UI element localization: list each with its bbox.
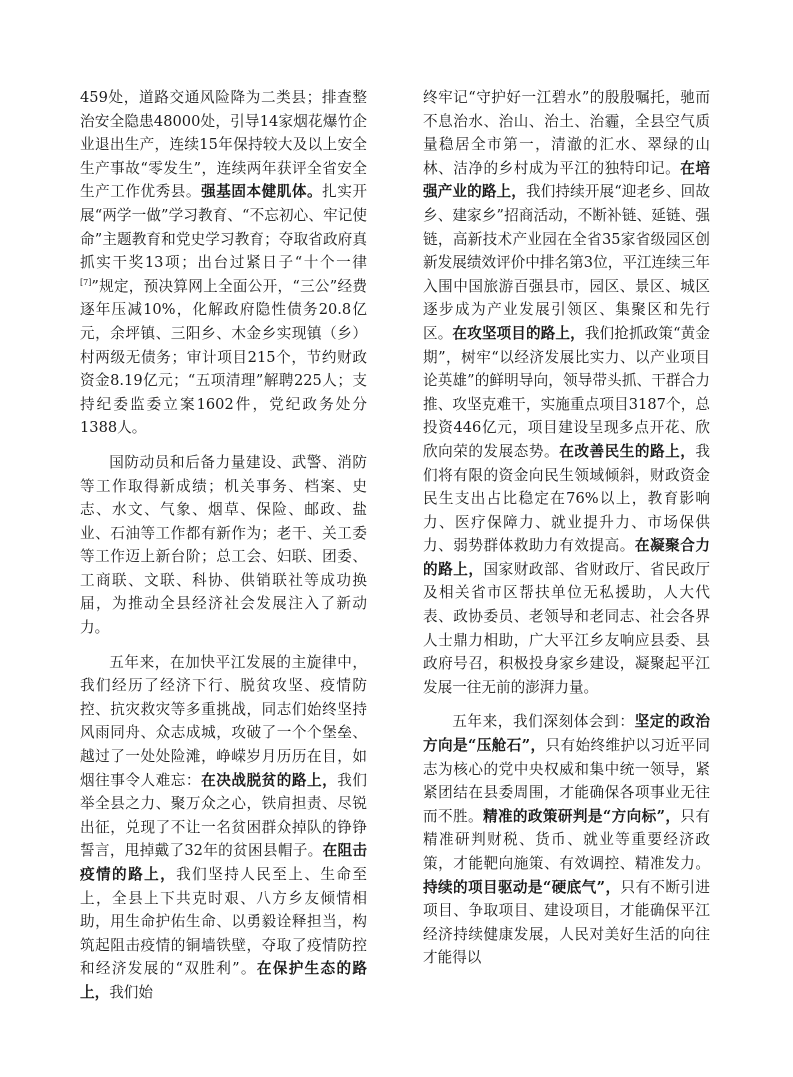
text-run: 终牢记“守护好一江碧水”的殷殷嘱托，驰而不息治水、治山、治土、治霾，全县空气质量稳居全市第一，清澈的汇水、翠绿的山林、洁净的乡村成为平江的独特印记。 bbox=[423, 89, 710, 177]
paragraph bbox=[80, 451, 367, 640]
paragraph bbox=[423, 86, 710, 699]
text-run: 我们坚持人民至上、生命至上，全县上下共克时艰、八方乡友倾情相助，用生命护佑生命、以勇毅诠释担当，构筑起阻击疫情的铜墙铁壁，夺取了疫情防控和经济发展的“双胜利”。 bbox=[80, 866, 367, 978]
bold-heading-phrase: 持续的项目驱动是“硬底气”， bbox=[423, 878, 621, 896]
text-run: ”规定，预决算网上全面公开，“三公”经费逐年压减10%，化解政府隐性债务20.8亿元，余坪镇、三阳乡、木金乡实现镇（乡）村两级无债务；审计项目215个，节约财政资金8.19亿元；“五项清理”解聘225人；支持纪委监委立案1602件，党纪政务处分1388人。 bbox=[80, 277, 367, 437]
bold-heading-phrase: 在保护生态的路上， bbox=[80, 960, 367, 1001]
footnote-reference: [7] bbox=[80, 277, 92, 287]
text-run: 国防动员和后备力量建设、武警、消防等工作取得新成绩；机关事务、档案、史志、水文、气象、烟草、保险、邮政、盐业、石油等工作都有新作为；老干、关工委等工作迈上新台阶；总工会、妇联、团委、工商联、文联、科协、供销联社等成功换届，为推动全县经济社会发展注入了新动力。 bbox=[80, 453, 367, 637]
paragraph bbox=[80, 651, 367, 1005]
text-run: 我们举全县之力、聚万众之心，铁肩担责、尽锐出征，兑现了不让一名贫困群众掉队的铮铮誓言，甩掉戴了32年的贫困县帽子。 bbox=[80, 771, 367, 860]
text-run: 只有精准研判财税、货币、就业等重要经济政策，才能靶向施策、有效调控、精准发力。 bbox=[423, 807, 710, 872]
bold-heading-phrase: 在决战脱贫的路上， bbox=[201, 771, 338, 789]
bold-heading-phrase: 在改善民生的路上， bbox=[559, 442, 696, 460]
text-run: 扎实开展“两学一做”学习教育、“不忘初心、牢记使命”主题教育和党史学习教育；夺取省政府真抓实干奖13项；出台过紧日子“十个一律 bbox=[80, 183, 367, 272]
paragraph bbox=[423, 710, 710, 970]
text-run: 我们将有限的资金向民生领域倾斜，财政资金民生支出占比稳定在76%以上，教育影响力、医疗保障力、就业提升力、市场保供力、弱势群体救助力有效提高。 bbox=[423, 442, 710, 555]
right-text-column bbox=[423, 86, 710, 970]
bold-heading-phrase: 在培强产业的路上， bbox=[423, 159, 710, 201]
bold-heading-phrase: 在阻击疫情的路上， bbox=[80, 842, 367, 883]
text-run: 459处，道路交通风险降为二类县；排查整治安全隐患48000处，引导14家烟花爆竹企业退出生产，连续15年保持较大及以上安全生产事故“零发生”，连续两年获评全省安全生产工作优秀县。 bbox=[80, 89, 367, 201]
text-run: 只有不断引进项目、争取项目、建设项目，才能确保平江经济持续健康发展，人民对美好生活的向往才能得以 bbox=[423, 878, 710, 967]
left-text-column bbox=[80, 86, 367, 1005]
bold-heading-phrase: 坚定的政治方向是“压舱石”， bbox=[423, 713, 710, 755]
text-run: 五年来，在加快平江发展的主旋律中，我们经历了经济下行、脱贫攻坚、疫情防控、抗灾救灾等多重挑战，同志们始终坚持风雨同舟、众志成城，攻破了一个个堡垒、越过了一处处险滩，峥嵘岁月历历在目，如烟往事令人难忘： bbox=[80, 653, 367, 789]
text-run: 五年来，我们深刻体会到： bbox=[452, 713, 635, 731]
bold-heading-phrase: 强基固本健肌体。 bbox=[201, 183, 323, 201]
text-run: 我们始 bbox=[109, 983, 153, 1001]
text-run: 只有始终维护以习近平同志为核心的党中央权威和集中统一领导，紧紧团结在县委周围，才能确保各项事业无往而不胜。 bbox=[423, 737, 710, 825]
paragraph bbox=[80, 86, 367, 440]
text-run: 我们抢抓政策“黄金期”，树牢“以经济发展比实力、以产业项目论英雄”的鲜明导向，领导带头抓、干群合力推、攻坚克难干，实施重点项目3187个，总投资446亿元，项目建设呈现多点开花、欣欣向荣的发展态势。 bbox=[423, 324, 710, 460]
bold-heading-phrase: 精准的政策研判是“方向标”， bbox=[482, 807, 681, 825]
bold-heading-phrase: 在凝聚合力的路上， bbox=[423, 537, 710, 578]
bold-heading-phrase: 在攻坚项目的路上， bbox=[452, 324, 585, 342]
text-run: 我们持续开展“迎老乡、回故乡、建家乡”招商活动，不断补链、延链、强链，高新技术产业园在全省35家省级园区创新发展绩效评价中排名第3位，平江连续三年入围中国旅游百强县市，园区、景区、城区逐步成为产业发展引领区、集聚区和先行区。 bbox=[423, 183, 710, 342]
text-run: 国家财政部、省财政厅、省民政厅及相关省市区帮扶单位无私援助，人大代表、政协委员、老领导和老同志、社会各界人士鼎力相助，广大平江乡友响应县委、县政府号召，积极投身家乡建设，凝聚起平江发展一往无前的澎湃力量。 bbox=[423, 560, 710, 696]
